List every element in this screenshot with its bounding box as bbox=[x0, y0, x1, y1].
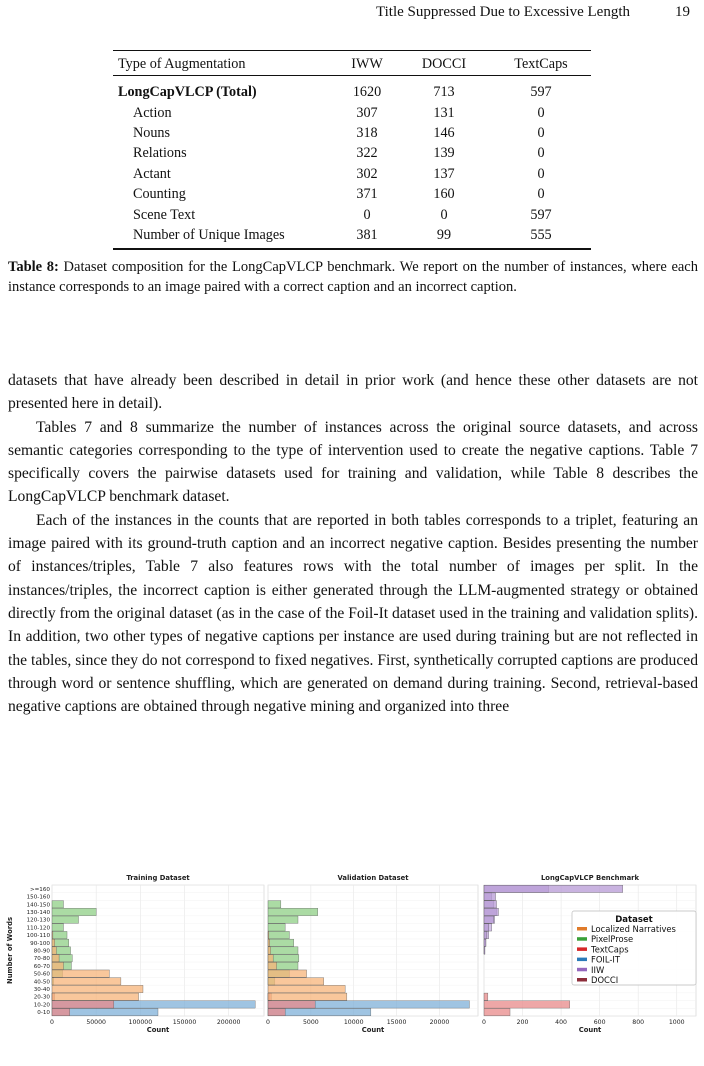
legend-entry: Localized Narratives bbox=[591, 924, 676, 934]
legend-entry: TextCaps bbox=[591, 944, 629, 955]
cell-textcaps: 0 bbox=[537, 186, 545, 203]
x-axis-label: Count bbox=[146, 1026, 170, 1034]
bar-textcaps bbox=[268, 1008, 285, 1015]
bar-localized-narratives bbox=[52, 970, 109, 977]
x-tick-label: 800 bbox=[632, 1019, 645, 1026]
bar-localized-narratives bbox=[52, 985, 143, 992]
cell-iww: 1620 bbox=[352, 84, 382, 101]
row-label: Nouns bbox=[133, 124, 171, 141]
caption-text: Dataset composition for the LongCapVLCP benchmark. We report on the number of instances, where each instance corresponds to an image paired with a correct caption and an incorrect caption. bbox=[8, 259, 698, 296]
bar-docci-overlay- bbox=[484, 931, 487, 938]
bar-pixelprose bbox=[268, 916, 298, 923]
bar-pixelprose bbox=[52, 901, 63, 908]
bar-textcaps bbox=[268, 1001, 315, 1008]
column-header-textcaps: TextCaps bbox=[514, 56, 568, 73]
cell-textcaps: 0 bbox=[537, 165, 545, 182]
bar-docci-overlay- bbox=[484, 893, 496, 900]
legend-title: Dataset bbox=[615, 915, 653, 925]
x-tick-label: 10000 bbox=[343, 1019, 364, 1026]
legend-swatch bbox=[577, 958, 587, 962]
y-tick-label: 80-90 bbox=[33, 948, 50, 955]
bar-pixelprose bbox=[52, 924, 63, 931]
bar-localized-narratives bbox=[52, 978, 121, 985]
bar-docci-overlay- bbox=[484, 908, 498, 915]
legend-entry: PixelProse bbox=[591, 934, 634, 945]
paragraph: Tables 7 and 8 summarize the number of instances across the original source datasets, and across semantic categories corresponding to the type of intervention used to create the negative captions. Table 7 specifically covers the pairwise datasets used for training and validation, while Table 8 describes the LongCapVLCP benchmark dataset. bbox=[8, 418, 698, 506]
y-tick-label: 60-70 bbox=[33, 963, 50, 970]
bar-docci-overlay- bbox=[484, 924, 489, 931]
paragraph: Each of the instances in the counts that are reported in both tables corresponds to a triplet, featuring an image paired with its ground-truth caption and an incorrect negative caption. Besides presenting the number of instances/triples, Table 7 also features rows with the total number of images per split. In the instances/triples, the incorrect caption is either generated through the LLM-augmented strategy or obtained directly from the original dataset (as in the case of the Foil-It dataset used in the training and validation splits). In addition, two other types of negative captions per instance are used during training but are not reflected in the tables, since they do not correspond to fixed negatives. First, synthetically corrupted captions are produced through word or sentence shuffling, which are generated on demand during training. Second, retrieval-based negative captions are obtained through negative mining and organized into three bbox=[8, 511, 698, 716]
table-bottom-rule bbox=[113, 248, 591, 249]
x-tick-label: 5000 bbox=[302, 1019, 319, 1026]
body-text bbox=[8, 369, 698, 718]
bar-localized-narratives bbox=[268, 947, 271, 954]
legend-entry: DOCCI bbox=[591, 975, 619, 985]
x-tick-label: 1000 bbox=[668, 1019, 685, 1026]
cell-iww: 318 bbox=[356, 124, 378, 141]
y-tick-label: 120-130 bbox=[26, 917, 50, 924]
cell-docci: 713 bbox=[433, 84, 455, 101]
y-tick-label: 90-100 bbox=[30, 940, 50, 947]
y-tick-label: 20-30 bbox=[33, 994, 50, 1001]
table-row bbox=[113, 184, 591, 204]
x-tick-label: 100000 bbox=[128, 1019, 153, 1026]
bar-docci-overlay- bbox=[484, 916, 494, 923]
column-header-type: Type of Augmentation bbox=[118, 56, 246, 73]
cell-textcaps: 555 bbox=[530, 226, 552, 243]
bar-docci-overlay- bbox=[484, 885, 623, 892]
bar-docci-overlay- bbox=[484, 939, 486, 946]
bar-pixelprose bbox=[52, 908, 96, 915]
y-tick-label: 40-50 bbox=[33, 979, 50, 986]
x-tick-label: 0 bbox=[482, 1019, 486, 1026]
cell-docci: 146 bbox=[433, 124, 455, 141]
bar-localized-narratives bbox=[268, 970, 307, 977]
bar-textcaps bbox=[52, 1008, 70, 1015]
running-title: Title Suppressed Due to Excessive Length bbox=[376, 4, 630, 20]
y-tick-label: >=160 bbox=[29, 886, 50, 893]
bar-textcaps bbox=[484, 1008, 510, 1015]
page-number: 19 bbox=[675, 4, 690, 20]
y-tick-label: 110-120 bbox=[26, 925, 50, 932]
x-tick-label: 15000 bbox=[386, 1019, 407, 1026]
y-tick-label: 130-140 bbox=[26, 909, 50, 916]
cell-iww: 381 bbox=[356, 226, 378, 243]
cell-docci: 137 bbox=[433, 165, 455, 182]
bar-localized-narratives bbox=[268, 978, 324, 985]
y-tick-label: 50-60 bbox=[33, 971, 50, 978]
word-count-histogram-figure bbox=[0, 868, 704, 1048]
bar-localized-narratives bbox=[268, 931, 269, 938]
x-tick-label: 200000 bbox=[216, 1019, 241, 1026]
legend-swatch bbox=[577, 927, 587, 931]
bar-pixelprose bbox=[268, 939, 294, 946]
bar-docci-overlay- bbox=[484, 947, 485, 954]
table-row-total bbox=[113, 82, 591, 102]
table-row bbox=[113, 205, 591, 225]
chart-title: Training Dataset bbox=[126, 874, 190, 882]
legend-entry: IIW bbox=[591, 964, 605, 975]
bar-pixelprose bbox=[268, 931, 289, 938]
row-label: Action bbox=[133, 104, 172, 121]
cell-textcaps: 0 bbox=[537, 104, 545, 121]
cell-textcaps: 597 bbox=[530, 84, 552, 101]
table-row bbox=[113, 103, 591, 123]
x-axis-label: Count bbox=[361, 1026, 385, 1034]
x-tick-label: 400 bbox=[555, 1019, 567, 1026]
x-tick-label: 0 bbox=[266, 1019, 270, 1026]
bar-pixelprose bbox=[268, 901, 281, 908]
row-label: Actant bbox=[133, 165, 171, 182]
x-tick-label: 600 bbox=[593, 1019, 606, 1026]
cell-docci: 139 bbox=[433, 145, 455, 162]
legend-swatch bbox=[577, 937, 587, 941]
bar-localized-narratives bbox=[52, 993, 139, 1000]
bar-pixelprose bbox=[52, 931, 67, 938]
bar-pixelprose bbox=[268, 908, 318, 915]
cell-iww: 371 bbox=[356, 186, 378, 203]
y-tick-label: 30-40 bbox=[33, 987, 50, 994]
bar-localized-narratives bbox=[268, 939, 270, 946]
table-row bbox=[113, 164, 591, 184]
bar-textcaps bbox=[52, 1001, 114, 1008]
paragraph: datasets that have already been described in detail in prior work (and hence these other datasets are not presented here in detail). bbox=[8, 372, 698, 413]
row-label: Counting bbox=[133, 186, 186, 203]
bar-localized-narratives bbox=[268, 985, 345, 992]
legend-swatch bbox=[577, 947, 587, 951]
bar-localized-narratives bbox=[52, 931, 53, 938]
cell-textcaps: 0 bbox=[537, 145, 545, 162]
legend-swatch bbox=[577, 968, 587, 972]
legend-swatch bbox=[577, 978, 587, 982]
table-row bbox=[113, 225, 591, 245]
y-tick-label: 100-110 bbox=[26, 933, 50, 940]
cell-docci: 0 bbox=[440, 206, 448, 223]
column-header-iww: IWW bbox=[351, 56, 383, 73]
caption-label: Table 8: bbox=[8, 259, 59, 275]
bar-pixelprose bbox=[268, 924, 285, 931]
x-tick-label: 200 bbox=[516, 1019, 529, 1026]
y-tick-label: 140-150 bbox=[26, 902, 50, 909]
chart-title: Validation Dataset bbox=[337, 874, 409, 882]
y-tick-label: 10-20 bbox=[33, 1002, 50, 1009]
x-tick-label: 0 bbox=[50, 1019, 54, 1026]
x-axis-label: Count bbox=[578, 1026, 602, 1034]
y-axis-label: Number of Words bbox=[6, 917, 14, 984]
x-tick-label: 50000 bbox=[86, 1019, 107, 1026]
bar-pixelprose bbox=[52, 916, 79, 923]
bar-localized-narratives bbox=[268, 993, 347, 1000]
row-label: LongCapVLCP (Total) bbox=[118, 84, 257, 101]
cell-textcaps: 0 bbox=[537, 124, 545, 141]
bar-pixelprose bbox=[268, 947, 298, 954]
bar-localized-narratives bbox=[52, 962, 63, 969]
row-label: Number of Unique Images bbox=[133, 226, 285, 243]
cell-iww: 307 bbox=[356, 104, 378, 121]
bar-localized-narratives bbox=[52, 955, 59, 962]
y-tick-label: 70-80 bbox=[33, 956, 50, 963]
row-label: Relations bbox=[133, 145, 187, 162]
y-tick-label: 150-160 bbox=[26, 894, 50, 901]
x-tick-label: 20000 bbox=[429, 1019, 450, 1026]
table-header-row bbox=[113, 51, 591, 75]
bar-textcaps bbox=[484, 1001, 570, 1008]
cell-docci: 99 bbox=[436, 226, 452, 243]
table-caption bbox=[8, 257, 698, 298]
x-tick-label: 150000 bbox=[172, 1019, 197, 1026]
bar-docci-overlay- bbox=[484, 901, 497, 908]
table-row bbox=[113, 143, 591, 163]
cell-docci: 160 bbox=[433, 186, 455, 203]
chart-title: LongCapVLCP Benchmark bbox=[540, 874, 640, 882]
cell-iww: 0 bbox=[363, 206, 371, 223]
running-header bbox=[0, 4, 690, 26]
histogram-svg bbox=[0, 868, 704, 1048]
bar-textcaps bbox=[484, 993, 488, 1000]
legend-entry: FOIL-IT bbox=[591, 954, 621, 965]
bar-localized-narratives bbox=[268, 962, 277, 969]
cell-textcaps: 597 bbox=[530, 206, 552, 223]
dataset-composition-table bbox=[113, 50, 591, 250]
cell-iww: 302 bbox=[356, 165, 378, 182]
bar-localized-narratives bbox=[268, 955, 273, 962]
cell-iww: 322 bbox=[356, 145, 378, 162]
cell-docci: 131 bbox=[433, 104, 455, 121]
table-row bbox=[113, 123, 591, 143]
bar-localized-narratives bbox=[52, 947, 56, 954]
row-label: Scene Text bbox=[133, 206, 196, 223]
y-tick-label: 0-10 bbox=[37, 1010, 50, 1017]
bar-localized-narratives bbox=[52, 939, 55, 946]
column-header-docci: DOCCI bbox=[421, 56, 467, 73]
